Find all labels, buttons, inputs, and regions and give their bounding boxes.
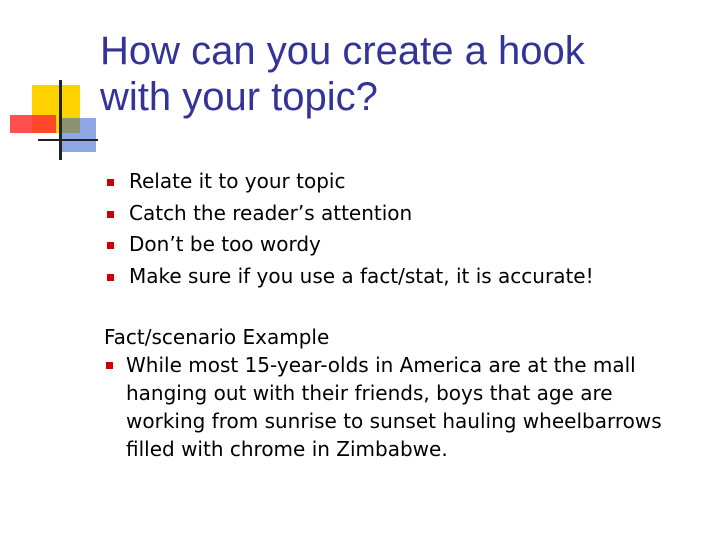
bullet-item xyxy=(106,166,594,198)
title-line-1: How can you create a hook xyxy=(100,29,585,73)
square-bullet-icon xyxy=(107,211,114,218)
bullet-list xyxy=(106,166,594,292)
square-bullet-icon xyxy=(107,179,114,186)
bullet-item xyxy=(106,229,594,261)
example-heading: Fact/scenario Example xyxy=(104,325,330,349)
decorative-vertical-line xyxy=(59,80,62,160)
example-list xyxy=(104,351,694,463)
example-item xyxy=(104,351,694,463)
square-bullet-icon xyxy=(107,242,114,249)
bullet-text: Relate it to your topic xyxy=(129,169,346,193)
example-section xyxy=(104,323,694,463)
example-text: While most 15-year-olds in America are at the mall hanging out with their friends, boys that age are working from sunrise to sunset hauling wheelbarrows filled with chrome in Zimbabwe. xyxy=(126,353,662,461)
bullet-item xyxy=(106,261,594,293)
square-bullet-icon xyxy=(106,362,113,369)
bullet-item xyxy=(106,198,594,230)
decorative-red-bar xyxy=(10,115,56,133)
square-bullet-icon xyxy=(107,274,114,281)
bullet-text: Don’t be too wordy xyxy=(129,232,321,256)
slide-title xyxy=(100,28,700,120)
bullet-text: Make sure if you use a fact/stat, it is accurate! xyxy=(129,263,594,288)
decorative-horizontal-line xyxy=(38,139,98,141)
decorative-blue-square xyxy=(60,118,96,152)
title-line-2: with your topic? xyxy=(100,75,378,119)
bullet-text: Catch the reader’s attention xyxy=(129,200,413,225)
